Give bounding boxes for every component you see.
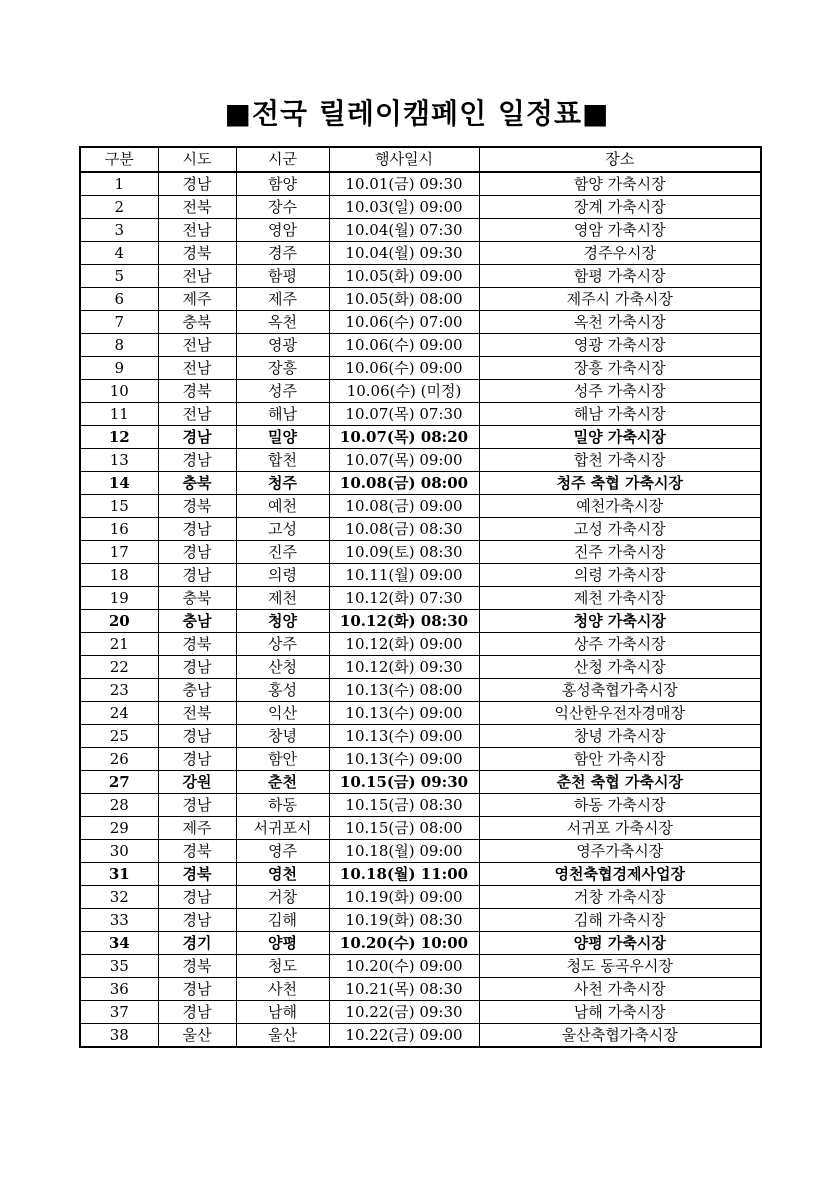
cell-datetime: 10.04(월) 07:30 <box>329 219 479 242</box>
cell-place: 의령 가축시장 <box>479 564 761 587</box>
cell-datetime: 10.07(목) 07:30 <box>329 403 479 426</box>
schedule-table <box>79 146 762 1048</box>
cell-datetime: 10.12(화) 09:00 <box>329 633 479 656</box>
cell-no: 34 <box>80 932 158 955</box>
cell-sido: 경남 <box>158 886 236 909</box>
cell-place: 홍성축협가축시장 <box>479 679 761 702</box>
cell-no: 27 <box>80 771 158 794</box>
cell-sido: 경남 <box>158 656 236 679</box>
cell-no: 21 <box>80 633 158 656</box>
table-row <box>80 495 761 518</box>
cell-datetime: 10.08(금) 08:00 <box>329 472 479 495</box>
cell-no: 16 <box>80 518 158 541</box>
cell-sigun: 익산 <box>236 702 329 725</box>
cell-place: 합천 가축시장 <box>479 449 761 472</box>
table-row <box>80 1001 761 1024</box>
table-row <box>80 403 761 426</box>
cell-sido: 전북 <box>158 702 236 725</box>
cell-place: 양평 가축시장 <box>479 932 761 955</box>
cell-sido: 경남 <box>158 518 236 541</box>
cell-sido: 전남 <box>158 357 236 380</box>
table-row <box>80 265 761 288</box>
cell-place: 제천 가축시장 <box>479 587 761 610</box>
cell-datetime: 10.15(금) 08:30 <box>329 794 479 817</box>
cell-no: 10 <box>80 380 158 403</box>
cell-datetime: 10.07(목) 09:00 <box>329 449 479 472</box>
cell-sigun: 해남 <box>236 403 329 426</box>
cell-no: 13 <box>80 449 158 472</box>
cell-sido: 제주 <box>158 817 236 840</box>
cell-datetime: 10.03(일) 09:00 <box>329 196 479 219</box>
cell-datetime: 10.21(목) 08:30 <box>329 978 479 1001</box>
cell-sido: 경북 <box>158 863 236 886</box>
table-row <box>80 564 761 587</box>
table-row <box>80 242 761 265</box>
cell-sigun: 밀양 <box>236 426 329 449</box>
cell-place: 영암 가축시장 <box>479 219 761 242</box>
table-row <box>80 656 761 679</box>
cell-datetime: 10.12(화) 08:30 <box>329 610 479 633</box>
cell-place: 제주시 가축시장 <box>479 288 761 311</box>
cell-sigun: 장수 <box>236 196 329 219</box>
header-row <box>80 147 761 172</box>
cell-place: 청주 축협 가축시장 <box>479 472 761 495</box>
cell-place: 춘천 축협 가축시장 <box>479 771 761 794</box>
cell-no: 9 <box>80 357 158 380</box>
cell-sigun: 진주 <box>236 541 329 564</box>
cell-datetime: 10.01(금) 09:30 <box>329 172 479 196</box>
cell-sigun: 상주 <box>236 633 329 656</box>
cell-datetime: 10.20(수) 10:00 <box>329 932 479 955</box>
cell-place: 경주우시장 <box>479 242 761 265</box>
table-row <box>80 863 761 886</box>
cell-no: 22 <box>80 656 158 679</box>
cell-sido: 경북 <box>158 495 236 518</box>
cell-no: 20 <box>80 610 158 633</box>
table-row <box>80 541 761 564</box>
cell-place: 진주 가축시장 <box>479 541 761 564</box>
cell-no: 14 <box>80 472 158 495</box>
cell-datetime: 10.15(금) 09:30 <box>329 771 479 794</box>
cell-sigun: 장흥 <box>236 357 329 380</box>
cell-sigun: 영광 <box>236 334 329 357</box>
column-header-place: 장소 <box>479 147 761 172</box>
cell-no: 1 <box>80 172 158 196</box>
cell-no: 17 <box>80 541 158 564</box>
cell-datetime: 10.12(화) 07:30 <box>329 587 479 610</box>
cell-sido: 충남 <box>158 610 236 633</box>
column-header-sido: 시도 <box>158 147 236 172</box>
cell-place: 울산축협가축시장 <box>479 1024 761 1048</box>
table-row <box>80 748 761 771</box>
cell-sido: 울산 <box>158 1024 236 1048</box>
table-row <box>80 909 761 932</box>
cell-sigun: 영천 <box>236 863 329 886</box>
cell-datetime: 10.06(수) 09:00 <box>329 334 479 357</box>
cell-datetime: 10.20(수) 09:00 <box>329 955 479 978</box>
cell-datetime: 10.12(화) 09:30 <box>329 656 479 679</box>
cell-sido: 제주 <box>158 288 236 311</box>
cell-place: 장흥 가축시장 <box>479 357 761 380</box>
cell-no: 3 <box>80 219 158 242</box>
cell-place: 상주 가축시장 <box>479 633 761 656</box>
cell-place: 영천축협경제사업장 <box>479 863 761 886</box>
cell-no: 2 <box>80 196 158 219</box>
cell-no: 25 <box>80 725 158 748</box>
cell-place: 함안 가축시장 <box>479 748 761 771</box>
cell-no: 35 <box>80 955 158 978</box>
table-row <box>80 518 761 541</box>
cell-sigun: 성주 <box>236 380 329 403</box>
cell-place: 청양 가축시장 <box>479 610 761 633</box>
table-row <box>80 449 761 472</box>
table-row <box>80 426 761 449</box>
cell-place: 해남 가축시장 <box>479 403 761 426</box>
cell-sigun: 창녕 <box>236 725 329 748</box>
cell-place: 남해 가축시장 <box>479 1001 761 1024</box>
table-row <box>80 633 761 656</box>
cell-sigun: 옥천 <box>236 311 329 334</box>
cell-sido: 경북 <box>158 242 236 265</box>
cell-sido: 경기 <box>158 932 236 955</box>
column-header-no: 구분 <box>80 147 158 172</box>
table-row <box>80 311 761 334</box>
cell-no: 30 <box>80 840 158 863</box>
cell-place: 사천 가축시장 <box>479 978 761 1001</box>
cell-sido: 충북 <box>158 311 236 334</box>
table-row <box>80 172 761 196</box>
cell-sido: 경남 <box>158 1001 236 1024</box>
table-row <box>80 702 761 725</box>
column-header-sigun: 시군 <box>236 147 329 172</box>
cell-sido: 경남 <box>158 426 236 449</box>
cell-no: 15 <box>80 495 158 518</box>
cell-sigun: 영주 <box>236 840 329 863</box>
cell-no: 31 <box>80 863 158 886</box>
cell-sigun: 예천 <box>236 495 329 518</box>
cell-place: 영광 가축시장 <box>479 334 761 357</box>
cell-sigun: 영암 <box>236 219 329 242</box>
cell-no: 38 <box>80 1024 158 1048</box>
cell-sigun: 함양 <box>236 172 329 196</box>
cell-datetime: 10.13(수) 09:00 <box>329 702 479 725</box>
cell-sido: 경북 <box>158 633 236 656</box>
cell-place: 서귀포 가축시장 <box>479 817 761 840</box>
cell-datetime: 10.19(화) 08:30 <box>329 909 479 932</box>
cell-no: 26 <box>80 748 158 771</box>
cell-no: 11 <box>80 403 158 426</box>
cell-datetime: 10.04(월) 09:30 <box>329 242 479 265</box>
cell-sigun: 서귀포시 <box>236 817 329 840</box>
cell-datetime: 10.08(금) 08:30 <box>329 518 479 541</box>
cell-no: 23 <box>80 679 158 702</box>
cell-sigun: 김해 <box>236 909 329 932</box>
cell-place: 청도 동곡우시장 <box>479 955 761 978</box>
cell-no: 5 <box>80 265 158 288</box>
cell-sigun: 의령 <box>236 564 329 587</box>
cell-no: 28 <box>80 794 158 817</box>
cell-no: 37 <box>80 1001 158 1024</box>
cell-sido: 강원 <box>158 771 236 794</box>
cell-place: 고성 가축시장 <box>479 518 761 541</box>
cell-no: 19 <box>80 587 158 610</box>
table-row <box>80 219 761 242</box>
cell-place: 밀양 가축시장 <box>479 426 761 449</box>
cell-datetime: 10.05(화) 08:00 <box>329 288 479 311</box>
cell-datetime: 10.18(월) 11:00 <box>329 863 479 886</box>
cell-no: 7 <box>80 311 158 334</box>
cell-place: 창녕 가축시장 <box>479 725 761 748</box>
cell-sido: 경남 <box>158 564 236 587</box>
cell-datetime: 10.07(목) 08:20 <box>329 426 479 449</box>
cell-datetime: 10.11(월) 09:00 <box>329 564 479 587</box>
cell-sido: 경남 <box>158 909 236 932</box>
cell-place: 익산한우전자경매장 <box>479 702 761 725</box>
cell-no: 18 <box>80 564 158 587</box>
page-title: ■전국 릴레이캠페인 일정표■ <box>224 97 610 130</box>
cell-place: 성주 가축시장 <box>479 380 761 403</box>
cell-place: 하동 가축시장 <box>479 794 761 817</box>
cell-sido: 전남 <box>158 403 236 426</box>
table-row <box>80 380 761 403</box>
cell-sigun: 합천 <box>236 449 329 472</box>
cell-sido: 전남 <box>158 265 236 288</box>
cell-sigun: 제천 <box>236 587 329 610</box>
cell-sigun: 제주 <box>236 288 329 311</box>
cell-sido: 경남 <box>158 794 236 817</box>
table-row <box>80 840 761 863</box>
cell-sigun: 춘천 <box>236 771 329 794</box>
table-row <box>80 1024 761 1048</box>
cell-sigun: 함평 <box>236 265 329 288</box>
cell-place: 산청 가축시장 <box>479 656 761 679</box>
cell-sigun: 경주 <box>236 242 329 265</box>
cell-datetime: 10.13(수) 09:00 <box>329 748 479 771</box>
cell-no: 29 <box>80 817 158 840</box>
table-row <box>80 932 761 955</box>
table-row <box>80 472 761 495</box>
cell-datetime: 10.22(금) 09:30 <box>329 1001 479 1024</box>
table-row <box>80 955 761 978</box>
cell-datetime: 10.19(화) 09:00 <box>329 886 479 909</box>
cell-sigun: 함안 <box>236 748 329 771</box>
cell-sigun: 청도 <box>236 955 329 978</box>
cell-datetime: 10.15(금) 08:00 <box>329 817 479 840</box>
table-row <box>80 587 761 610</box>
cell-no: 33 <box>80 909 158 932</box>
column-header-datetime: 행사일시 <box>329 147 479 172</box>
cell-sido: 전남 <box>158 219 236 242</box>
cell-datetime: 10.18(월) 09:00 <box>329 840 479 863</box>
cell-sido: 경북 <box>158 840 236 863</box>
table-row <box>80 886 761 909</box>
cell-datetime: 10.06(수) 09:00 <box>329 357 479 380</box>
cell-no: 36 <box>80 978 158 1001</box>
cell-no: 8 <box>80 334 158 357</box>
cell-sigun: 거창 <box>236 886 329 909</box>
table-row <box>80 610 761 633</box>
table-row <box>80 334 761 357</box>
cell-sido: 전북 <box>158 196 236 219</box>
cell-no: 24 <box>80 702 158 725</box>
cell-sido: 전남 <box>158 334 236 357</box>
cell-place: 장계 가축시장 <box>479 196 761 219</box>
cell-sigun: 청주 <box>236 472 329 495</box>
cell-sido: 경남 <box>158 541 236 564</box>
table-row <box>80 725 761 748</box>
cell-datetime: 10.06(수) 07:00 <box>329 311 479 334</box>
table-row <box>80 794 761 817</box>
table-row <box>80 679 761 702</box>
cell-place: 옥천 가축시장 <box>479 311 761 334</box>
cell-datetime: 10.13(수) 09:00 <box>329 725 479 748</box>
cell-sido: 경북 <box>158 955 236 978</box>
cell-datetime: 10.05(화) 09:00 <box>329 265 479 288</box>
cell-datetime: 10.13(수) 08:00 <box>329 679 479 702</box>
cell-place: 거창 가축시장 <box>479 886 761 909</box>
cell-sido: 충북 <box>158 587 236 610</box>
cell-place: 김해 가축시장 <box>479 909 761 932</box>
table-row <box>80 357 761 380</box>
cell-place: 예천가축시장 <box>479 495 761 518</box>
cell-sido: 경남 <box>158 725 236 748</box>
cell-sido: 경남 <box>158 449 236 472</box>
cell-sigun: 청양 <box>236 610 329 633</box>
cell-datetime: 10.08(금) 09:00 <box>329 495 479 518</box>
cell-sido: 충북 <box>158 472 236 495</box>
cell-no: 4 <box>80 242 158 265</box>
cell-sigun: 고성 <box>236 518 329 541</box>
cell-datetime: 10.06(수) (미정) <box>329 380 479 403</box>
table-header <box>80 147 761 172</box>
table-body <box>80 172 761 1047</box>
cell-place: 함평 가축시장 <box>479 265 761 288</box>
cell-sido: 경남 <box>158 978 236 1001</box>
table-row <box>80 196 761 219</box>
cell-datetime: 10.22(금) 09:00 <box>329 1024 479 1048</box>
cell-sido: 경남 <box>158 748 236 771</box>
cell-sigun: 산청 <box>236 656 329 679</box>
cell-no: 6 <box>80 288 158 311</box>
cell-sigun: 남해 <box>236 1001 329 1024</box>
cell-sigun: 양평 <box>236 932 329 955</box>
cell-no: 12 <box>80 426 158 449</box>
table-row <box>80 771 761 794</box>
cell-sido: 경남 <box>158 172 236 196</box>
cell-sigun: 하동 <box>236 794 329 817</box>
cell-no: 32 <box>80 886 158 909</box>
table-row <box>80 817 761 840</box>
cell-place: 영주가축시장 <box>479 840 761 863</box>
cell-sigun: 홍성 <box>236 679 329 702</box>
table-row <box>80 288 761 311</box>
cell-sido: 충남 <box>158 679 236 702</box>
cell-sigun: 울산 <box>236 1024 329 1048</box>
table-row <box>80 978 761 1001</box>
cell-sigun: 사천 <box>236 978 329 1001</box>
cell-place: 함양 가축시장 <box>479 172 761 196</box>
cell-sido: 경북 <box>158 380 236 403</box>
cell-datetime: 10.09(토) 08:30 <box>329 541 479 564</box>
